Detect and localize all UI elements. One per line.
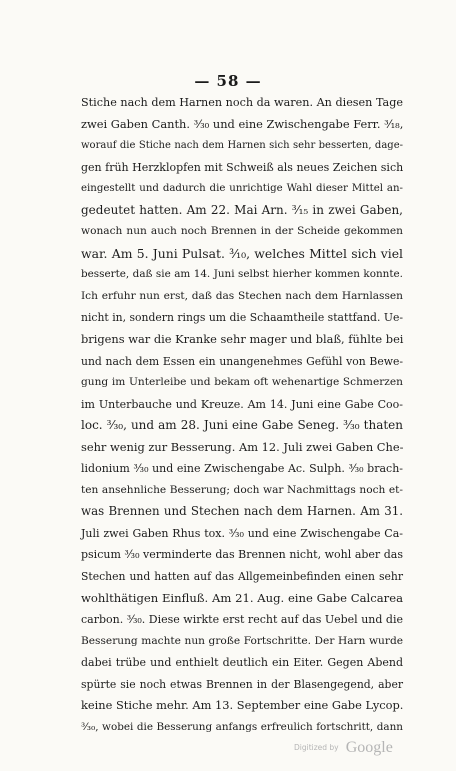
text-line: eingestellt und dadurch die unrichtige Wahl dieser Mittel an- [81, 183, 403, 195]
text-line: Juli zwei Gaben Rhus tox. ³⁄₃₀ und eine Zwischengabe Ca- [81, 526, 403, 540]
text-line: Ich erfuhr nun erst, daß das Stechen nach dem Harnlassen [81, 289, 403, 302]
text-line: gen früh Herzklopfen mit Schweiß als neues Zeichen sich [81, 160, 404, 174]
text-line: besserte, daß sie am 14. Juni selbst hierher kommen konnte. [81, 268, 403, 281]
google-logo: Google [345, 738, 393, 756]
text-line: zwei Gaben Canth. ³⁄₃₀ und eine Zwischengabe Ferr. ³⁄₁₈, [81, 116, 404, 131]
text-line: wonach nun auch noch Brennen in der Scheide gekommen [81, 225, 403, 238]
text-line: lidonium ³⁄₃₀ und eine Zwischengabe Ac. Sulph. ³⁄₃₀ brach- [81, 462, 403, 476]
text-line: nicht in, sondern rings um die Schaamtheile stattfand. Ue- [81, 311, 403, 325]
text-line: und nach dem Essen ein unangenehmes Gefühl von Bewe- [81, 354, 403, 368]
text-line: carbon. ³⁄₃₀. Diese wirkte erst recht auf das Uebel und die [81, 613, 403, 627]
text-line: was Brennen und Stechen nach dem Harnen. Am 31. [81, 504, 403, 519]
text-line: dabei trübe und enthielt deutlich ein Eiter. Gegen Abend [81, 656, 403, 670]
text-line: spürte sie noch etwas Brennen in der Blasengegend, aber [81, 677, 403, 691]
body-text [81, 92, 403, 738]
text-line: worauf die Stiche nach dem Harnen sich sehr besserten, dage- [81, 140, 403, 152]
text-line: war. Am 5. Juni Pulsat. ³⁄₁₀, welches Mittel sich viel [81, 245, 403, 261]
text-line: ³⁄₃₀, wobei die Besserung anfangs erfreulich fortschritt, dann [81, 720, 403, 733]
text-line: wohlthätigen Einfluß. Am 21. Aug. eine Gabe Calcarea [81, 590, 403, 605]
text-line: psicum ³⁄₃₀ verminderte das Brennen nicht, wohl aber das [81, 548, 403, 562]
page-number: — 58 — [194, 72, 262, 90]
text-line: Stechen und hatten auf das Allgemeinbefinden einen sehr [81, 570, 403, 584]
text-line: keine Stiche mehr. Am 13. September eine Gabe Lycop. [81, 698, 404, 713]
text-line: Stiche nach dem Harnen noch da waren. An diesen Tage [81, 96, 403, 109]
text-line: ten ansehnliche Besserung; doch war Nachmittags noch et- [81, 483, 403, 496]
text-line: sehr wenig zur Besserung. Am 12. Juli zwei Gaben Che- [81, 439, 404, 454]
text-line: loc. ³⁄₃₀, und am 28. Juni eine Gabe Seneg. ³⁄₃₀ thaten [81, 418, 403, 433]
watermark-prefix: Digitized by [294, 743, 339, 752]
text-line: gedeutet hatten. Am 22. Mai Arn. ³⁄₁₅ in zwei Gaben, [81, 202, 403, 217]
text-line: gung im Unterleibe und bekam oft wehenartige Schmerzen [81, 376, 403, 389]
text-line: brigens war die Kranke sehr mager und blaß, fühlte bei [81, 332, 404, 347]
text-line: im Unterbauche und Kreuze. Am 14. Juni eine Gabe Coo- [81, 397, 403, 411]
digitized-watermark [294, 737, 393, 757]
text-line: Besserung machte nun große Fortschritte. Der Harn wurde [81, 634, 403, 647]
